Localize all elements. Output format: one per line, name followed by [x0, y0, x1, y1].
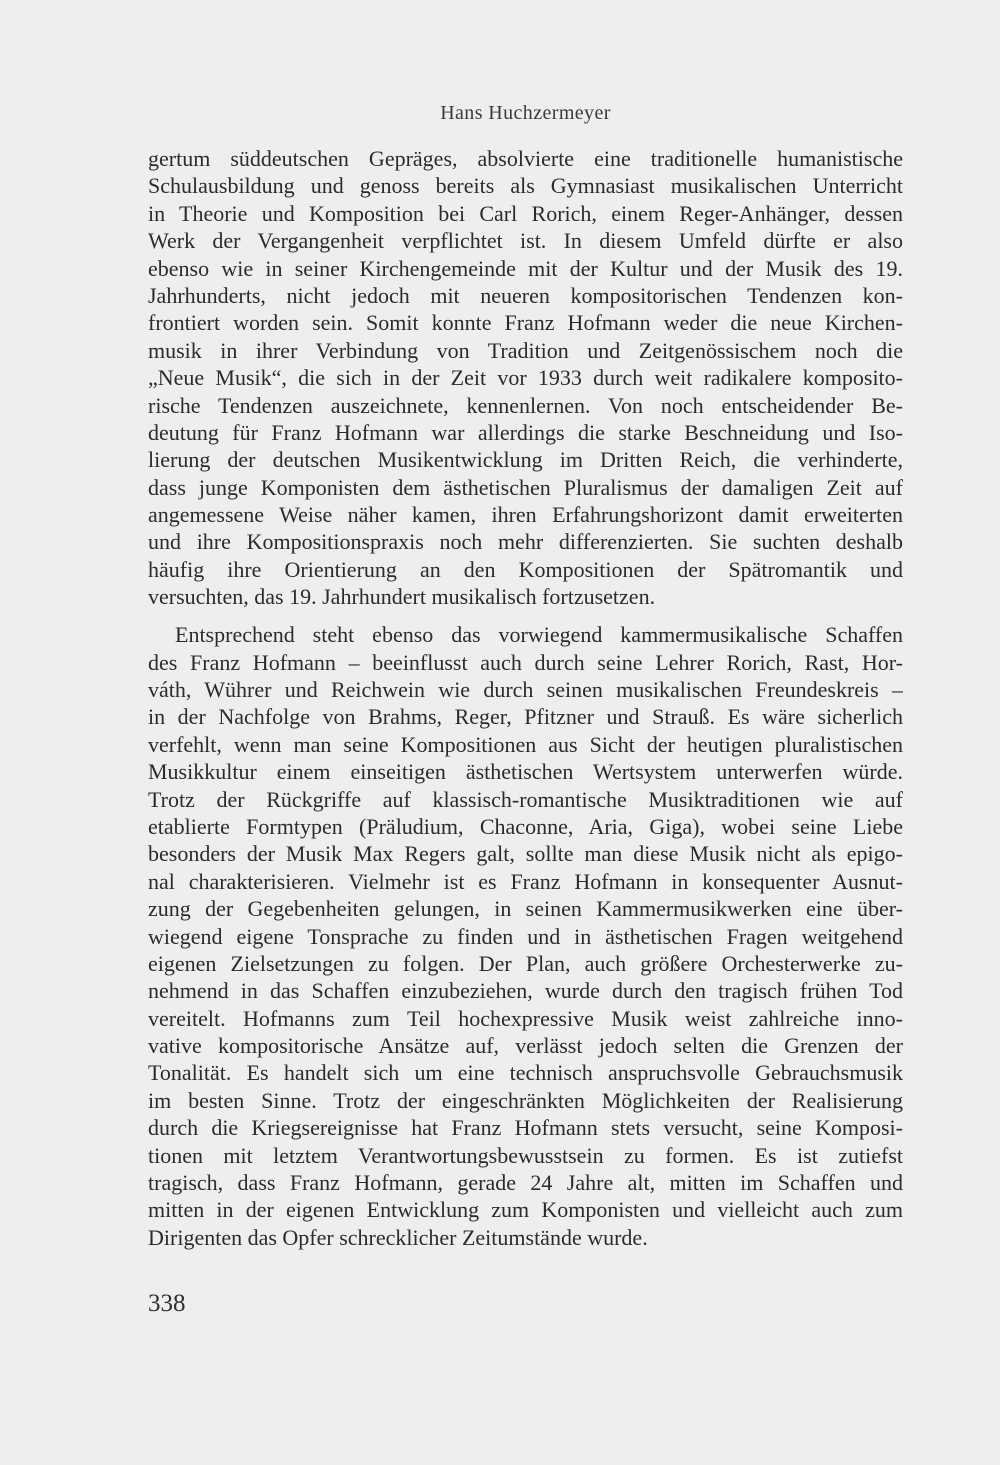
text-line: eigenen Zielsetzungen zu folgen. Der Plan, auch größere Orchesterwerke zu- [148, 950, 903, 976]
text-line: besonders der Musik Max Regers galt, sollte man diese Musik nicht als epigo- [148, 841, 903, 867]
text-line: Trotz der Rückgriffe auf klassisch-romantische Musiktraditionen wie auf [148, 786, 903, 812]
text-line: deutung für Franz Hofmann war allerdings die starke Beschneidung und Iso- [148, 419, 903, 445]
text-line: wiegend eigene Tonsprache zu finden und in ästhetischen Fragen weitgehend [148, 923, 903, 949]
body-text [148, 145, 903, 1251]
text-line: tragisch, dass Franz Hofmann, gerade 24 Jahre alt, mitten im Schaffen und [148, 1170, 903, 1196]
text-line: vereitelt. Hofmanns zum Teil hochexpressive Musik weist zahlreiche inno- [148, 1005, 903, 1031]
text-line: Werk der Vergangenheit verpflichtet ist. In diesem Umfeld dürfte er also [148, 228, 903, 254]
text-line: angemessene Weise näher kamen, ihren Erfahrungshorizont damit erweiterten [148, 502, 903, 528]
text-line: váth, Wührer und Reichwein wie durch seinen musikalischen Freundeskreis – [148, 677, 903, 703]
text-line: in Theorie und Komposition bei Carl Rorich, einem Reger-Anhänger, dessen [148, 200, 903, 226]
text-line: häufig ihre Orientierung an den Kompositionen der Spätromantik und [148, 556, 903, 582]
text-line: nal charakterisieren. Vielmehr ist es Franz Hofmann in konsequenter Ausnut- [148, 868, 903, 894]
text-line: mitten in der eigenen Entwicklung zum Komponisten und vielleicht auch zum [148, 1197, 903, 1223]
text-line: durch die Kriegsereignisse hat Franz Hofmann stets versucht, seine Komposi- [148, 1115, 903, 1141]
text-line: frontiert worden sein. Somit konnte Franz Hofmann weder die neue Kirchen- [148, 310, 903, 336]
text-line: Jahrhunderts, nicht jedoch mit neueren kompositorischen Tendenzen kon- [148, 282, 903, 308]
text-line: musik in ihrer Verbindung von Tradition und Zeitgenössischem noch die [148, 337, 903, 363]
text-line: vative kompositorische Ansätze auf, verlässt jedoch selten die Grenzen der [148, 1033, 903, 1059]
text-line: im besten Sinne. Trotz der eingeschränkten Möglichkeiten der Realisierung [148, 1087, 903, 1113]
text-line: in der Nachfolge von Brahms, Reger, Pfitzner und Strauß. Es wäre sicherlich [148, 704, 903, 730]
paragraph [148, 621, 903, 1251]
text-line: Musikkultur einem einseitigen ästhetischen Wertsystem unterwerfen würde. [148, 759, 903, 785]
text-line: Dirigenten das Opfer schrecklicher Zeitumstände wurde. [148, 1224, 648, 1250]
text-line: etablierte Formtypen (Präludium, Chaconne, Aria, Giga), wobei seine Liebe [148, 813, 903, 839]
text-line: tionen mit letztem Verantwortungsbewusstsein zu formen. Es ist zutiefst [148, 1142, 903, 1168]
text-line: des Franz Hofmann – beeinflusst auch durch seine Lehrer Rorich, Rast, Hor- [148, 649, 903, 675]
text-line: dass junge Komponisten dem ästhetischen Pluralismus der damaligen Zeit auf [148, 474, 903, 500]
text-line: zung der Gegebenheiten gelungen, in seinen Kammermusikwerken eine über- [148, 896, 903, 922]
text-line: rische Tendenzen auszeichnete, kennenlernen. Von noch entscheidender Be- [148, 392, 903, 418]
text-line: gertum süddeutschen Gepräges, absolvierte eine traditionelle humanistische [148, 146, 903, 171]
text-line: ebenso wie in seiner Kirchengemeinde mit der Kultur und der Musik des 19. [148, 255, 903, 281]
text-line: lierung der deutschen Musikentwicklung im Dritten Reich, die verhinderte, [148, 447, 903, 473]
running-title: Hans Huchzermeyer [440, 102, 611, 124]
text-line: verfehlt, wenn man seine Kompositionen aus Sicht der heutigen pluralistischen [148, 731, 903, 757]
text-line: versuchten, das 19. Jahrhundert musikalisch fortzusetzen. [148, 584, 656, 610]
page-number: 338 [148, 1290, 186, 1317]
text-line: Tonalität. Es handelt sich um eine technisch anspruchsvolle Gebrauchsmusik [148, 1060, 903, 1086]
paragraph [148, 145, 903, 611]
text-line: und ihre Kompositionspraxis noch mehr differenzierten. Sie suchten deshalb [148, 529, 903, 555]
text-line: „Neue Musik“, die sich in der Zeit vor 1933 durch weit radikalere komposito- [148, 365, 903, 391]
text-line: Schulausbildung und genoss bereits als Gymnasiast musikalischen Unterricht [148, 173, 903, 199]
text-line: nehmend in das Schaffen einzubeziehen, wurde durch den tragisch frühen Tod [148, 978, 903, 1004]
text-line: Entsprechend steht ebenso das vorwiegend kammermusikalische Schaffen [175, 622, 903, 648]
